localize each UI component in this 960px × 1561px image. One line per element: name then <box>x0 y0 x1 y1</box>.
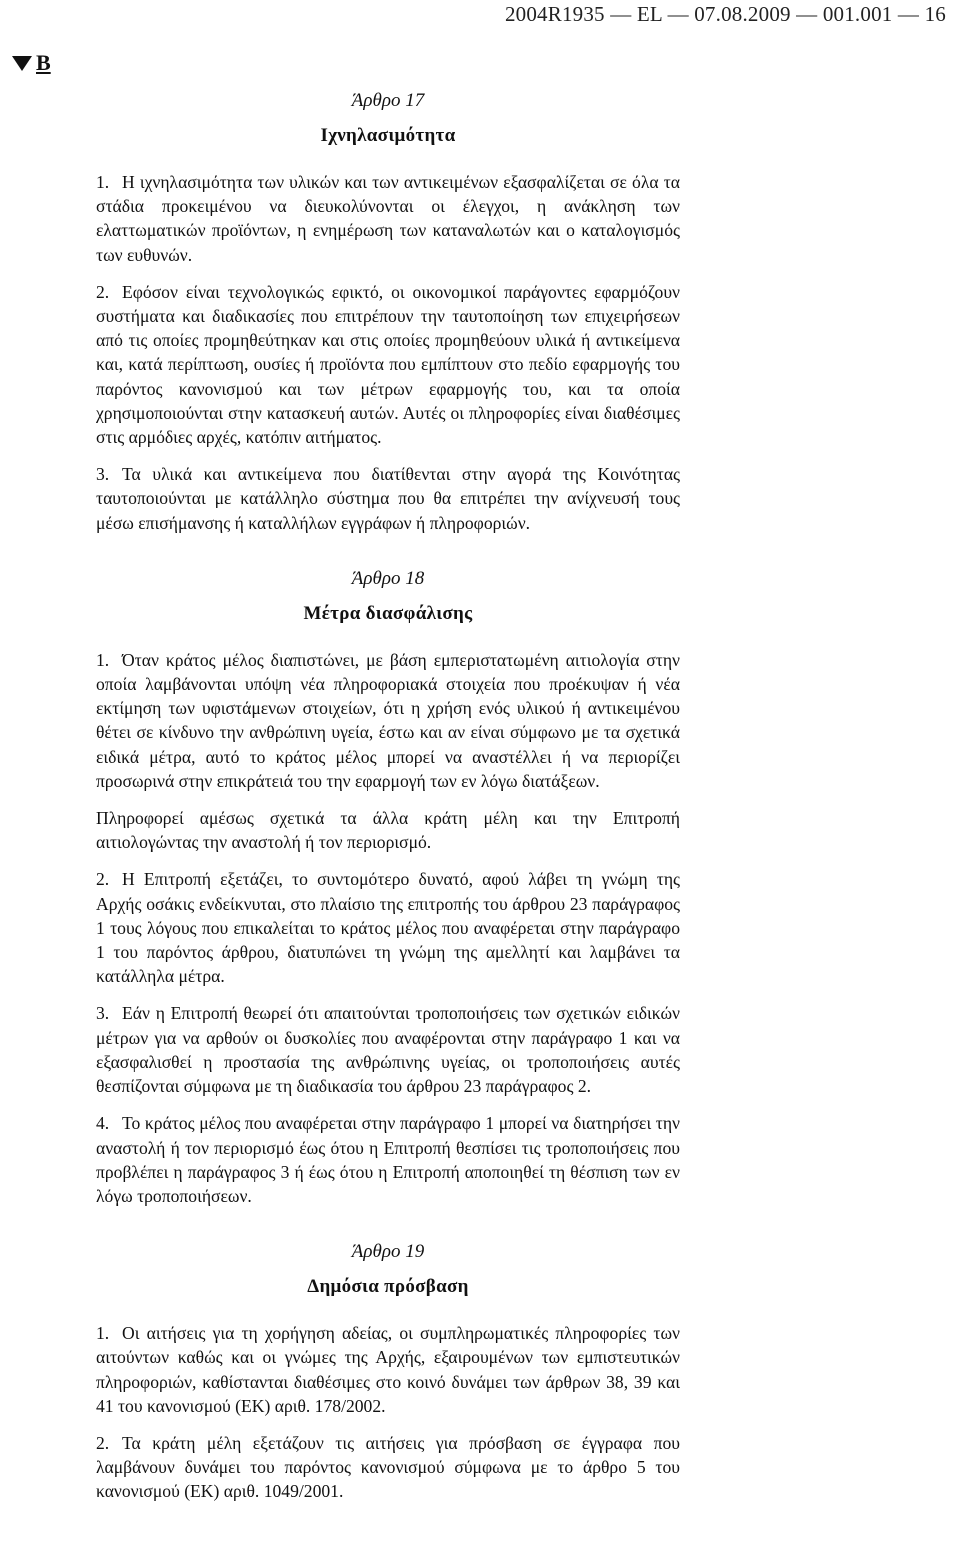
paragraph <box>96 280 680 449</box>
paragraph-text: Η ιχνηλασιμότητα των υλικών και των αντικειμένων εξασφαλίζεται σε όλα τα στάδια προκειμένου να διευκολύνονται οι έλεγχοι, η ανάκληση των ελαττωματικών προϊόντων, η ενημέρωση των καταναλωτών και ο καταλογισμός των ευθυνών. <box>96 172 680 265</box>
paragraph-number: 1. <box>96 172 110 192</box>
paragraph-number: 3. <box>96 464 110 485</box>
paragraph-number: 3. <box>96 1003 110 1024</box>
article-title: Μέτρα διασφάλισης <box>303 602 473 624</box>
article-18 <box>96 566 680 1208</box>
article-17 <box>96 88 680 535</box>
paragraph-number: 2. <box>96 869 110 890</box>
paragraph <box>96 462 680 535</box>
paragraph <box>96 1321 680 1418</box>
amendment-marker <box>12 50 51 76</box>
amendment-marker-label: B <box>36 50 51 75</box>
paragraph <box>96 1431 680 1504</box>
paragraph-text: Όταν κράτος μέλος διαπιστώνει, με βάση εμπεριστατωμένη αιτιολογία στην οποία λαμβάνονται υπόψη νέα πληροφοριακά στοιχεία που προέκυψαν ή νέα εκτίμηση των υφιστάμενων στοιχείων, ότι η χρήση ενός υλικού ή αντικειμένου θέτει σε κίνδυνο την ανθρώπινη υγεία, έστω και αν είναι σύμφωνο με τα σχετικά ειδικά μέτρα, αυτό το κράτος μέλος μπορεί να αναστέλλει ή να περιορίζει προσωρινά στην επικράτειά του την εφαρμογή των εν λόγω διατάξεων. <box>96 649 680 791</box>
paragraph-text: Τα κράτη μέλη εξετάζουν τις αιτήσεις για πρόσβαση σε έγγραφα που λαμβάνουν δυνάμει του παρόντος κανονισμού σύμφωνα με το άρθρο 5 του κανονισμού (ΕΚ) αριθ. 1049/2001. <box>96 1432 680 1502</box>
paragraph-text: Εφόσον είναι τεχνολογικώς εφικτό, οι οικονομικοί παράγοντες εφαρμόζουν συστήματα και διαδικασίες που επιτρέπουν την ταυτοποίηση των επιχειρήσεων από τις οποίες προμηθεύτηκαν και στις οποίες προμηθεύουν υλικά ή αντικείμενα και, κατά περίπτωση, ουσίες ή προϊόντα που εμπίπτουν στο πεδίο εφαρμογής του παρόντος κανονισμού και των μέτρων εφαρμογής του, και τα οποία χρησιμοποιούνται στην κατασκευή αυτών. Αυτές οι πληροφορίες είναι διαθέσιμες στις αρμόδιες αρχές, κατόπιν αιτήματος. <box>96 281 680 448</box>
paragraph-number: 2. <box>96 1432 110 1453</box>
triangle-down-icon <box>12 56 32 71</box>
article-number: Άρθρο 18 <box>351 567 425 589</box>
paragraph <box>96 867 680 988</box>
paragraph-text: Η Επιτροπή εξετάζει, το συντομότερο δυνατό, αφού λάβει τη γνώμη της Αρχής οσάκις ενδείκνυται, στο πλαίσιο της επιτροπής του άρθρου 23 παράγραφος 1 τους λόγους που επικαλείται το κράτος μέλος που αναφέρεται στην παράγραφο 1 του παρόντος άρθρου, διατυπώνει τη γνώμη της αμελλητί και λαμβάνει τα κατάλληλα μέτρα. <box>96 869 680 987</box>
paragraph-text: Εάν η Επιτροπή θεωρεί ότι απαιτούνται τροποποιήσεις των σχετικών ειδικών μέτρων για να αρθούν οι δυσκολίες που αναφέρονται στην παράγραφο 1 και να εξασφαλισθεί η προστασία της ανθρώπινης υγείας, οι τροποποιήσεις αυτές θεσπίζονται σύμφωνα με τη διαδικασία του άρθρου 23 παράγραφος 2. <box>96 1003 680 1097</box>
paragraph-number: 1. <box>96 649 110 670</box>
paragraph-text: Πληροφορεί αμέσως σχετικά τα άλλα κράτη μέλη και την Επιτροπή αιτιολογώντας την αναστολή ή τον περιορισμό. <box>96 808 680 853</box>
paragraph <box>96 1001 680 1098</box>
paragraph-text: Οι αιτήσεις για τη χορήγηση αδείας, οι συμπληρωματικές πληροφορίες των αιτούντων καθώς και οι γνώμες της Αρχής, εξαιρουμένων των εμπιστευτικών πληροφοριών, καθίστανται διαθέσιμες στο κοινό δυνάμει των άρθρων 38, 39 και 41 του κανονισμού (ΕΚ) αριθ. 178/2002. <box>96 1323 680 1416</box>
paragraph <box>96 1111 680 1208</box>
article-title: Δημόσια πρόσβαση <box>307 1276 469 1298</box>
article-number: Άρθρο 19 <box>351 1241 425 1263</box>
paragraph <box>96 806 680 854</box>
paragraph <box>96 170 680 267</box>
article-19 <box>96 1239 680 1503</box>
document-reference-header: 2004R1935 — EL — 07.08.2009 — 001.001 — 16 <box>504 2 946 26</box>
document-body <box>96 88 680 1517</box>
paragraph-number: 1. <box>96 1323 110 1344</box>
paragraph-number: 4. <box>96 1113 110 1134</box>
article-number: Άρθρο 17 <box>351 90 425 111</box>
paragraph-text: Τα υλικά και αντικείμενα που διατίθενται στην αγορά της Κοινότητας ταυτοποιούνται με κατάλληλο σύστημα που θα επιτρέπει την ανίχνευσή τους μέσω επισήμανσης ή καταλλήλων εγγράφων ή πληροφοριών. <box>96 464 680 533</box>
paragraph <box>96 648 680 793</box>
paragraph-text: Το κράτος μέλος που αναφέρεται στην παράγραφο 1 μπορεί να διατηρήσει την αναστολή ή τον περιορισμό έως ότου η Επιτροπή θεσπίσει τις τροποποιήσεις που προβλέπει η παράγραφος 3 ή έως ότου η Επιτροπή αποποιηθεί τη θέσπιση των εν λόγω τροποποιήσεων. <box>96 1113 680 1206</box>
article-title: Ιχνηλασιμότητα <box>320 125 456 146</box>
paragraph-number: 2. <box>96 281 110 302</box>
